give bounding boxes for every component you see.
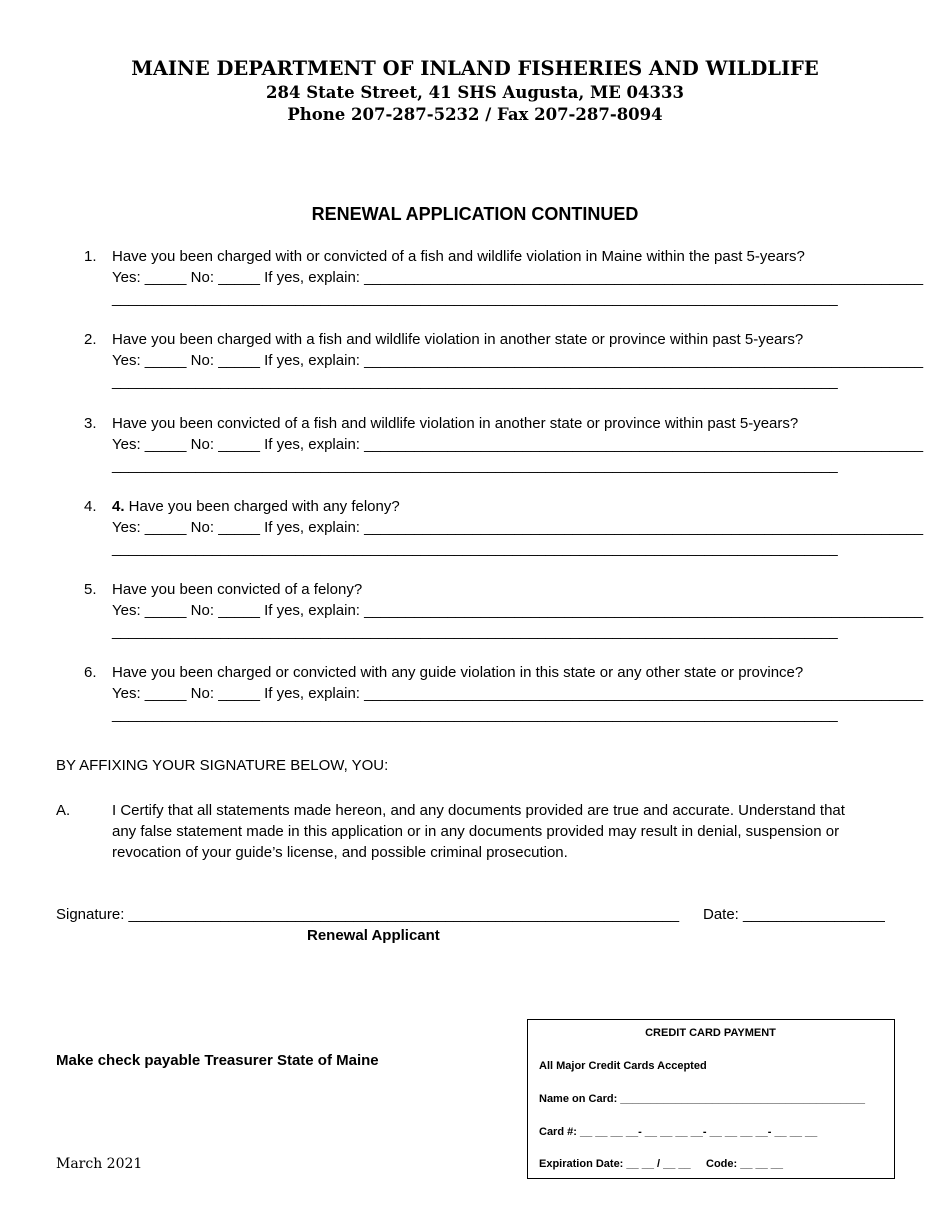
explain-line[interactable]: _______________________________________________________________________________________ xyxy=(112,290,838,307)
answer-line[interactable]: Yes: _____ No: _____ If yes, explain: ___________________________________________________________________ xyxy=(112,602,924,619)
agency-name: MAINE DEPARTMENT OF INLAND FISHERIES AND WILDLIFE xyxy=(131,57,819,80)
page-title: RENEWAL APPLICATION CONTINUED xyxy=(311,204,639,224)
question-text: Have you been charged or convicted with any guide violation in this state or any other state or province? xyxy=(112,664,804,681)
answer-line[interactable]: Yes: _____ No: _____ If yes, explain: ___________________________________________________________________ xyxy=(112,685,924,702)
agency-phone-fax: Phone 207-287-5232 / Fax 207-287-8094 xyxy=(287,105,663,124)
check-payable-note: Make check payable Treasurer State of Maine xyxy=(56,1052,379,1069)
explain-line[interactable]: _______________________________________________________________________________________ xyxy=(112,540,838,557)
certify-letter: A. xyxy=(56,802,71,819)
certify-line-1: I Certify that all statements made hereon, and any documents provided are true and accurate. Understand that xyxy=(112,802,845,819)
certify-line-3: revocation of your guide’s license, and possible criminal prosecution. xyxy=(112,844,568,861)
credit-card-payment-box xyxy=(527,1019,895,1179)
signature-field[interactable]: Signature: __________________________________________________________________ xyxy=(56,906,680,923)
answer-line[interactable]: Yes: _____ No: _____ If yes, explain: ___________________________________________________________________ xyxy=(112,519,924,536)
question-text: Have you been charged with or convicted of a fish and wildlife violation in Maine within the past 5-years? xyxy=(112,248,805,265)
question-number: 4. xyxy=(84,498,97,515)
cards-accepted: All Major Credit Cards Accepted xyxy=(539,1060,707,1072)
explain-line[interactable]: _______________________________________________________________________________________ xyxy=(112,706,838,723)
security-code-field[interactable]: Code: __ __ __ xyxy=(706,1158,784,1170)
question-text: Have you been charged with a fish and wildlife violation in another state or province within past 5-years? xyxy=(112,331,804,348)
answer-line[interactable]: Yes: _____ No: _____ If yes, explain: ___________________________________________________________________ xyxy=(112,436,924,453)
question-number: 5. xyxy=(84,581,97,598)
question-number: 2. xyxy=(84,331,97,348)
certify-line-2: any false statement made in this application or in any documents provided may result in denial, suspension or xyxy=(112,823,840,840)
question-number: 6. xyxy=(84,664,97,681)
answer-line[interactable]: Yes: _____ No: _____ If yes, explain: ___________________________________________________________________ xyxy=(112,352,924,369)
explain-line[interactable]: _______________________________________________________________________________________ xyxy=(112,457,838,474)
explain-line[interactable]: _______________________________________________________________________________________ xyxy=(112,623,838,640)
credit-card-title: CREDIT CARD PAYMENT xyxy=(645,1027,776,1039)
expiration-date-field[interactable]: Expiration Date: __ __ / __ __ xyxy=(539,1158,691,1170)
question-number: 3. xyxy=(84,415,97,432)
affix-statement: BY AFFIXING YOUR SIGNATURE BELOW, YOU: xyxy=(56,757,389,774)
agency-address: 284 State Street, 41 SHS Augusta, ME 04333 xyxy=(266,83,684,102)
name-on-card-field[interactable]: Name on Card: ________________________________________ xyxy=(539,1093,865,1105)
explain-line[interactable]: _______________________________________________________________________________________ xyxy=(112,373,838,390)
revision-date: March 2021 xyxy=(56,1156,143,1172)
answer-line[interactable]: Yes: _____ No: _____ If yes, explain: ___________________________________________________________________ xyxy=(112,269,924,286)
question-number: 1. xyxy=(84,248,97,265)
card-number-field[interactable]: Card #: __ __ __ __- __ __ __ __- __ __ __ __- __ __ __ xyxy=(539,1126,818,1138)
question-text: 4. Have you been charged with any felony? xyxy=(112,498,400,515)
signature-caption: Renewal Applicant xyxy=(307,927,440,944)
question-text: Have you been convicted of a fish and wildlife violation in another state or province within past 5-years? xyxy=(112,415,799,432)
question-text: Have you been convicted of a felony? xyxy=(112,581,363,598)
date-field[interactable]: Date: _________________ xyxy=(703,906,885,923)
